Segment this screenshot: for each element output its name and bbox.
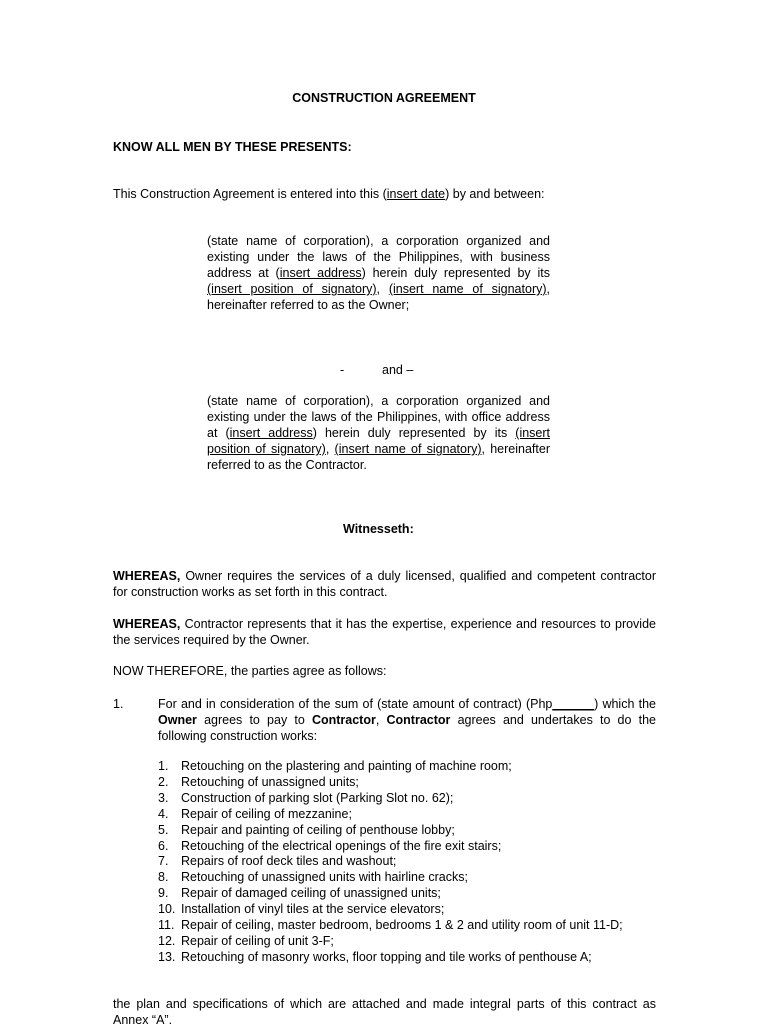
owner-name-field: (insert name of signatory)	[388, 282, 547, 296]
list-item	[158, 854, 656, 870]
intro-paragraph	[113, 186, 656, 202]
list-item	[158, 918, 656, 934]
contractor-party-paragraph	[207, 393, 550, 473]
clause-text: ,	[375, 713, 387, 727]
and-separator: and –	[382, 363, 414, 377]
whereas-paragraph-1	[113, 568, 656, 600]
document-title: CONSTRUCTION AGREEMENT	[292, 91, 476, 105]
list-item-number: 9.	[158, 886, 169, 901]
owner-party-text: ) herein duly represented by its	[361, 266, 550, 280]
list-item-number: 3.	[158, 790, 169, 805]
clause-1-paragraph	[158, 696, 656, 744]
contractor-party-text: , hereinafter referred to as the Contractor.	[207, 442, 550, 472]
clause-number: 1.	[113, 697, 124, 711]
clause-text: agrees to pay to	[196, 713, 312, 727]
clause-text: ) which the	[594, 697, 656, 711]
list-item-number: 1.	[158, 759, 169, 773]
list-item-number: 12.	[158, 933, 176, 948]
list-item	[158, 886, 656, 902]
contractor-term: Contractor	[311, 713, 376, 727]
owner-term: Owner	[158, 713, 197, 727]
whereas-text: Contractor represents that it has the expertise, experience and resources to provide the services required by the Owner.	[113, 617, 656, 647]
list-item-text: Repair of ceiling, master bedroom, bedrooms 1 & 2 and utility room of unit 11-D;	[181, 918, 623, 933]
and-dash: -	[340, 363, 345, 377]
list-item-number: 8.	[158, 870, 169, 885]
list-item-number: 7.	[158, 854, 169, 869]
now-therefore-paragraph: NOW THEREFORE, the parties agree as follows:	[113, 664, 387, 678]
whereas-text: Owner requires the services of a duly licensed, qualified and competent contractor for construction works as set forth in this contract.	[113, 569, 656, 599]
list-item	[158, 791, 656, 807]
clause-text: agrees and undertakes to do the following construction works:	[158, 713, 657, 743]
list-item	[158, 950, 656, 966]
list-item-text: Repairs of roof deck tiles and washout;	[181, 854, 397, 869]
list-item-number: 11.	[158, 918, 175, 933]
whereas-paragraph-2	[113, 616, 656, 648]
witnesseth-heading: Witnesseth:	[343, 522, 414, 536]
list-item-number: 13.	[158, 949, 176, 964]
list-item	[158, 823, 656, 839]
owner-address-field: insert address	[279, 266, 362, 280]
list-item-text: Retouching of unassigned units with hairline cracks;	[181, 870, 468, 885]
list-item	[158, 839, 656, 855]
list-item	[158, 934, 656, 950]
owner-party-text: (state name of corporation), a corporation organized and existing under the laws of the Philippines, with business address at (	[207, 234, 550, 280]
list-item	[158, 759, 656, 775]
owner-party-text: ,	[376, 282, 389, 296]
whereas-lead: WHEREAS,	[113, 617, 181, 631]
list-item-number: 6.	[158, 838, 169, 853]
closing-paragraph: the plan and specifications of which are attached and made integral parts of this contract as Annex “A”.	[113, 997, 656, 1027]
list-item	[158, 775, 656, 791]
clause-text: For and in consideration of the sum of (state amount of contract) (Php	[158, 697, 553, 711]
list-item	[158, 902, 656, 918]
list-item-number: 4.	[158, 806, 169, 821]
whereas-lead: WHEREAS,	[113, 569, 181, 583]
list-item-text: Repair of ceiling of unit 3-F;	[181, 933, 334, 948]
contractor-party-text: ) herein duly represented by its	[312, 426, 516, 440]
know-all-heading: KNOW ALL MEN BY THESE PRESENTS:	[113, 140, 352, 154]
list-item-text: Retouching of unassigned units;	[181, 774, 359, 789]
insert-date-field: insert date	[386, 187, 446, 201]
list-item-text: Repair and painting of ceiling of penthouse lobby;	[181, 822, 455, 837]
list-item	[158, 870, 656, 886]
list-item-number: 2.	[158, 774, 169, 789]
contractor-position-field: (insert position of signatory)	[207, 426, 551, 456]
list-item-text: Retouching on the plastering and painting of machine room;	[181, 759, 512, 773]
intro-text-post: ) by and between:	[445, 187, 545, 201]
list-item-text: Construction of parking slot (Parking Slot no. 62);	[181, 790, 454, 805]
owner-party-text: , hereinafter referred to as the Owner;	[207, 282, 550, 312]
owner-party-paragraph	[207, 233, 550, 313]
contractor-party-text: ,	[325, 442, 335, 456]
works-list	[158, 759, 656, 966]
list-item-text: Repair of damaged ceiling of unassigned units;	[181, 886, 441, 901]
contractor-address-field: insert address	[229, 426, 313, 440]
owner-position-field: (insert position of signatory)	[207, 282, 377, 296]
list-item-number: 5.	[158, 822, 169, 837]
contractor-party-text: (state name of corporation), a corporation organized and existing under the laws of the Philippines, with office address at (	[207, 394, 550, 440]
list-item-text: Installation of vinyl tiles at the service elevators;	[181, 902, 445, 917]
list-item-text: Retouching of the electrical openings of the fire exit stairs;	[181, 838, 502, 853]
intro-text-pre: This Construction Agreement is entered into this (	[113, 187, 387, 201]
list-item-text: Repair of ceiling of mezzanine;	[181, 806, 352, 821]
list-item-text: Retouching of masonry works, floor topping and tile works of penthouse A;	[181, 949, 592, 964]
list-item	[158, 807, 656, 823]
contractor-name-field: (insert name of signatory)	[334, 442, 482, 456]
amount-blank-field: ______	[552, 697, 595, 711]
contractor-term: Contractor	[386, 713, 451, 727]
list-item-number: 10.	[158, 902, 176, 917]
